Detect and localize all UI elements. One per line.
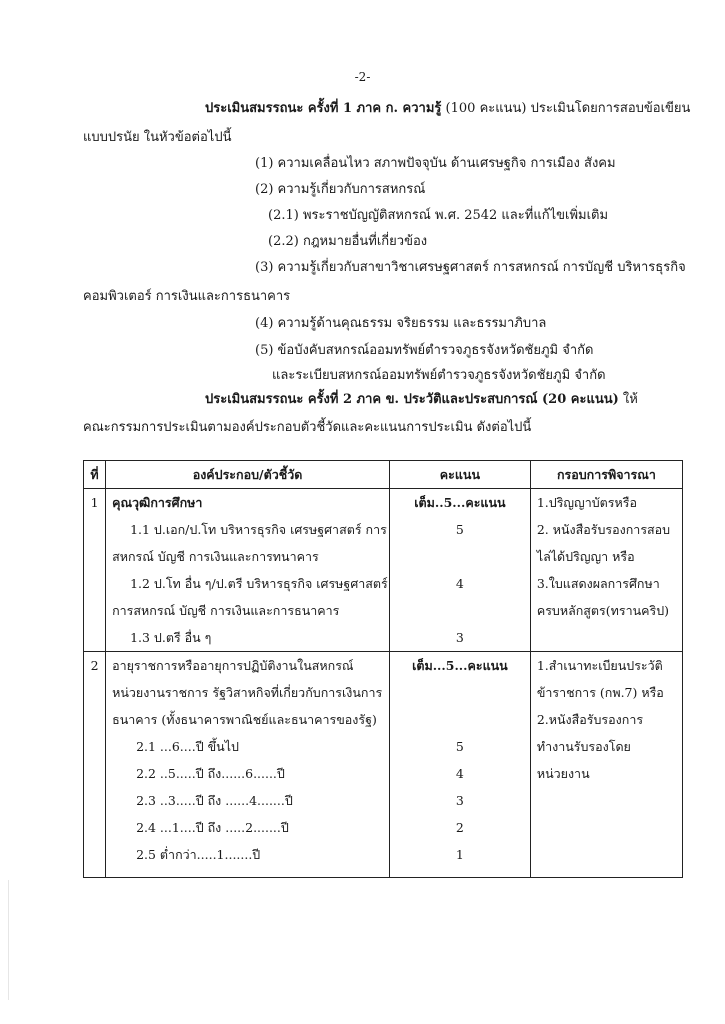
section-b-heading-rest: ให้ xyxy=(622,392,638,407)
row-title-line: ธนาคาร (ทั้งธนาคารพาณิชย์และธนาคารของรัฐ) xyxy=(112,712,377,727)
row-component xyxy=(106,652,390,878)
score-spacer xyxy=(390,679,530,706)
criteria-line: 1.สำเนาทะเบียนประวัติ xyxy=(536,658,663,673)
section-a-item: (3) ความรู้เกี่ยวกับสาขาวิชาเศรษฐศาสตร์ การสหกรณ์ การบัญชี บริหารธุรกิจ xyxy=(255,260,686,275)
score-value: 5 xyxy=(455,522,464,537)
row-line: 2.3 ..3.....ปี ถึง ......4.......ปี xyxy=(136,793,293,808)
section-a-continuation: แบบปรนัย ในหัวข้อต่อไปนี้ xyxy=(83,130,232,145)
section-a-heading: ประเมินสมรรถนะ ครั้งที่ 1 ภาค ก. ความรู้ xyxy=(205,101,442,116)
section-a-item: (4) ความรู้ด้านคุณธรรม จริยธรรม และธรรมาภิบาล xyxy=(255,316,547,331)
section-a-item: (1) ความเคลื่อนไหว สภาพปัจจุบัน ด้านเศรษฐกิจ การเมือง สังคม xyxy=(255,156,616,171)
header-score: คะแนน xyxy=(389,461,530,489)
header-no: ที่ xyxy=(84,461,106,489)
score-value xyxy=(390,543,530,570)
criteria-line: ครบหลักสูตร(ทรานคริป) xyxy=(536,603,670,618)
section-b-heading-line xyxy=(205,388,638,409)
row-scores xyxy=(389,652,530,878)
score-header: เต็ม..5...คะแนน xyxy=(414,495,506,510)
score-value: 4 xyxy=(455,576,464,591)
row-title: คุณวุฒิการศึกษา xyxy=(112,495,203,510)
row-title-line: อายุราชการหรืออายุการปฏิบัติงานในสหกรณ์ xyxy=(112,658,354,673)
row-line: 2.1 ...6....ปี ขึ้นไป xyxy=(136,739,239,754)
criteria-line: 2.หนังสือรับรองการ xyxy=(536,712,644,727)
header-criteria: กรอบการพิจารณา xyxy=(530,461,682,489)
criteria-table xyxy=(83,460,683,878)
table-header-row xyxy=(84,461,683,489)
row-line: สหกรณ์ บัญชี การเงินและการทนาคาร xyxy=(112,549,319,564)
row-line: 1.3 ป.ตรี อื่น ๆ xyxy=(130,630,212,645)
criteria-line: 1.ปริญญาบัตรหรือ xyxy=(536,495,637,510)
row-line: 2.4 ...1....ปี ถึง .....2.......ปี xyxy=(136,820,289,835)
section-a-heading-line xyxy=(205,97,690,118)
row-line: 2.2 ..5.....ปี ถึง......6......ปี xyxy=(136,766,285,781)
header-component: องค์ประกอบ/ตัวชี้วัด xyxy=(106,461,390,489)
scan-margin-line xyxy=(8,880,9,1000)
row-line: การสหกรณ์ บัญชี การเงินและการธนาคาร xyxy=(112,603,340,618)
score-value: 3 xyxy=(455,793,464,808)
score-value: 3 xyxy=(455,630,464,645)
row-title-line: หน่วยงานราชการ รัฐวิสาหกิจที่เกี่ยวกับการเงินการ xyxy=(112,685,383,700)
row-line: 1.2 ป.โท อื่น ๆ/ป.ตรี บริหารธุรกิจ เศรษฐศาสตร์ xyxy=(130,576,388,591)
section-a-item-continuation: และระเบียบสหกรณ์ออมทรัพย์ตำรวจภูธรจังหวัดชัยภูมิ จำกัด xyxy=(272,368,606,383)
section-a-subitem: (2.2) กฎหมายอื่นที่เกี่ยวข้อง xyxy=(268,234,428,249)
page-number: -2- xyxy=(354,70,371,84)
score-spacer xyxy=(390,706,530,733)
table-row xyxy=(84,652,683,878)
criteria-line: ข้าราชการ (กพ.7) หรือ xyxy=(536,685,664,700)
row-criteria xyxy=(530,652,682,878)
section-a-heading-rest: (100 คะแนน) ประเมินโดยการสอบข้อเขียน xyxy=(445,101,691,116)
row-number: 1 xyxy=(84,489,106,652)
score-header: เต็ม...5...คะแนน xyxy=(412,658,508,673)
row-line: 2.5 ต่ำกว่า.....1.......ปี xyxy=(136,847,261,862)
score-value xyxy=(390,597,530,624)
score-value: 1 xyxy=(455,847,464,862)
section-a-subitem: (2.1) พระราชบัญญัติสหกรณ์ พ.ศ. 2542 และที่แก้ไขเพิ่มเติม xyxy=(268,208,609,223)
criteria-line: ทำงานรับรองโดย xyxy=(536,739,631,754)
row-component xyxy=(106,489,390,652)
row-criteria xyxy=(530,489,682,652)
section-b-heading: ประเมินสมรรถนะ ครั้งที่ 2 ภาค ข. ประวัติและประสบการณ์ (20 คะแนน) xyxy=(205,392,619,407)
section-b-continuation: คณะกรรมการประเมินตามองค์ประกอบตัวชี้วัดและคะแนนการประเมิน ดังต่อไปนี้ xyxy=(83,420,532,435)
score-value: 5 xyxy=(455,739,464,754)
score-value: 4 xyxy=(455,766,464,781)
criteria-line: ไล่ได้ปริญญา หรือ xyxy=(536,549,635,564)
row-scores xyxy=(389,489,530,652)
row-number: 2 xyxy=(84,652,106,878)
table-row xyxy=(84,489,683,652)
section-a-item-continuation: คอมพิวเตอร์ การเงินและการธนาคาร xyxy=(83,289,291,304)
criteria-line: 3.ใบแสดงผลการศึกษา xyxy=(536,576,660,591)
section-a-item: (5) ข้อบังคับสหกรณ์ออมทรัพย์ตำรวจภูธรจังหวัดชัยภูมิ จำกัด xyxy=(255,343,594,358)
criteria-line: 2. หนังสือรับรองการสอบ xyxy=(536,522,671,537)
criteria-line: หน่วยงาน xyxy=(536,766,590,781)
score-value: 2 xyxy=(455,820,464,835)
section-a-item: (2) ความรู้เกี่ยวกับการสหกรณ์ xyxy=(255,182,426,197)
row-line: 1.1 ป.เอก/ป.โท บริหารธุรกิจ เศรษฐศาสตร์ การ xyxy=(130,522,387,537)
